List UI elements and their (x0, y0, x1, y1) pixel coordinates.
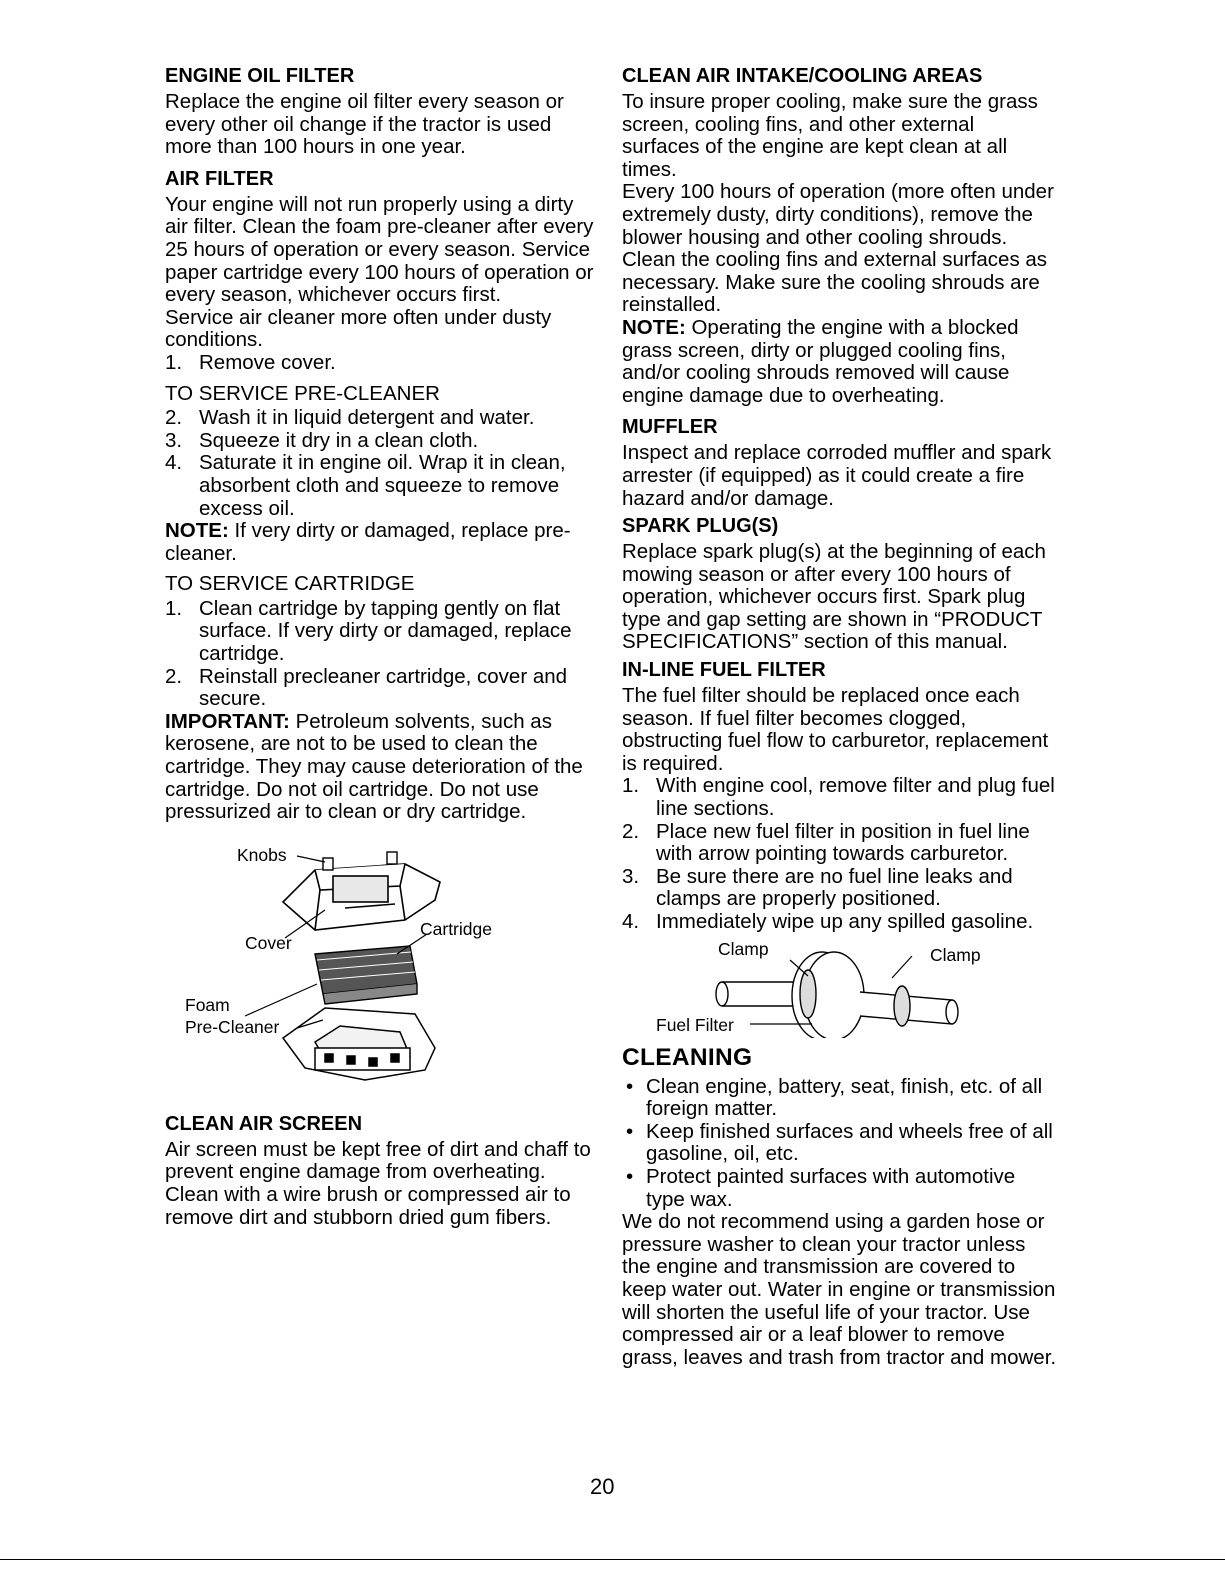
air-filter-dusty-text: Service air cleaner more often under dusty conditions. (165, 305, 552, 352)
note-label: NOTE: (165, 519, 229, 543)
list-item (622, 866, 1057, 911)
step-number: 3. (165, 428, 183, 452)
step-text: With engine cool, remove filter and plug fuel line sections. (656, 774, 1055, 821)
pre-cleaner-note (165, 520, 595, 565)
left-column (165, 64, 595, 1229)
important-text: Petroleum solvents, such as kerosene, are not to be used to clean the cartridge. They may cause deterioration of the cartridge. Do not oil cartridge. Do not use pressurized air to clean or dry cartridge. (165, 709, 583, 824)
step-number: 1. (622, 774, 640, 798)
list-item (622, 775, 1057, 820)
fuel-filter-heading: IN-LINE FUEL FILTER (622, 659, 826, 682)
bullet-icon: • (626, 1119, 634, 1143)
important-label: IMPORTANT: (165, 709, 290, 733)
bottom-divider (0, 1559, 1225, 1560)
remove-cover-step (165, 352, 595, 375)
fuel-filter-text: The fuel filter should be replaced once each season. If fuel filter becomes clogged, obstructing fuel flow to carburetor, replacement is required. (622, 684, 1049, 775)
spark-plug-text: Replace spark plug(s) at the beginning of each mowing season or after every 100 hours of operation, whichever occurs first. Spark plug type and gap setting are shown in “PRODUCT SPECIFICATIONS” section of this manual. (622, 540, 1046, 654)
step-number: 2. (165, 406, 183, 430)
list-item (165, 430, 595, 453)
step-text: Place new fuel filter in position in fuel line with arrow pointing towards carburetor. (656, 819, 1030, 866)
bullet-text: Clean engine, battery, seat, finish, etc. of all foreign matter. (646, 1074, 1043, 1121)
air-filter-illustration (165, 842, 595, 1104)
bullet-icon: • (626, 1164, 634, 1188)
pre-cleaner-label: Pre-Cleaner (185, 1016, 280, 1037)
foam-label: Foam (185, 994, 230, 1015)
cover-label: Cover (245, 932, 292, 953)
cartridge-label: Cartridge (420, 918, 492, 939)
note-label: NOTE: (622, 315, 686, 339)
clamp-left-label: Clamp (718, 938, 769, 959)
list-item (622, 1076, 1057, 1121)
fuel-filter-steps (622, 775, 1057, 933)
fuel-filter-label: Fuel Filter (656, 1014, 734, 1035)
step-text: Saturate it in engine oil. Wrap it in clean, absorbent cloth and squeeze to remove excess oil. (199, 451, 566, 520)
note-text: If very dirty or damaged, replace pre-cleaner. (165, 519, 571, 565)
cartridge-shape (315, 946, 417, 1004)
intake-text: To insure proper cooling, make sure the grass screen, cooling fins, and other external surfaces of the engine are kept clean at all times. (622, 90, 1038, 181)
list-item (165, 452, 595, 520)
intake-text-2: Every 100 hours of operation (more often under extremely dusty, dirty conditions), remove the blower housing and other cooling shrouds. Clean the cooling fins and external surfaces as necessary. Make sure the cooling shrouds are reinstalled. (622, 180, 1054, 317)
note-text: Operating the engine with a blocked grass screen, dirty or plugged cooling fins, and/or cooling shrouds removed will cause engine damage due to overheating. (622, 315, 1019, 407)
step-number: 4. (165, 451, 183, 475)
page-number: 20 (590, 1474, 615, 1499)
engine-oil-filter-text: Replace the engine oil filter every season or every other oil change if the tractor is used more than 100 hours in one year. (165, 90, 564, 159)
cleaning-heading: CLEANING (622, 1043, 753, 1071)
pre-cleaner-subheading: TO SERVICE PRE-CLEANER (165, 381, 440, 405)
pre-cleaner-steps (165, 407, 595, 520)
list-item (165, 352, 595, 375)
step-number: 1. (165, 596, 183, 620)
list-item (622, 821, 1057, 866)
muffler-text: Inspect and replace corroded muffler and spark arrester (if equipped) as it could create a fire hazard and/or damage. (622, 441, 1052, 510)
step-text: Reinstall precleaner cartridge, cover and secure. (199, 664, 568, 711)
list-item (622, 1121, 1057, 1166)
step-text: Remove cover. (199, 350, 336, 374)
fuel-filter-figure (622, 938, 1057, 1038)
cartridge-steps (165, 598, 595, 711)
list-item (622, 911, 1057, 934)
step-text: Wash it in liquid detergent and water. (199, 406, 535, 430)
step-number: 3. (622, 864, 640, 888)
air-filter-text: Your engine will not run properly using a dirty air filter. Clean the foam pre-cleaner after every 25 hours of operation or every season. Service paper cartridge every 100 hours of operation or every season, whichever occurs first. (165, 192, 594, 307)
list-item (165, 598, 595, 666)
bullet-text: Keep finished surfaces and wheels free of all gasoline, oil, etc. (646, 1119, 1053, 1166)
step-text: Clean cartridge by tapping gently on flat surface. If very dirty or damaged, replace cartridge. (199, 596, 572, 666)
important-note (165, 711, 595, 824)
cleaning-text: We do not recommend using a garden hose or pressure washer to clean your tractor unless the engine and transmission are covered to keep water out. Water in engine or transmission will shorten the useful life of your tractor. Use compressed air or a leaf blower to remove grass, leaves and trash from tractor and mower. (622, 1210, 1057, 1369)
step-number: 2. (165, 664, 183, 688)
list-item (165, 407, 595, 430)
clean-air-screen-text: Air screen must be kept free of dirt and chaff to prevent engine damage from overheating. Clean with a wire brush or compressed air to remove dirt and stubborn dried gum fibers. (165, 1137, 591, 1229)
list-item (165, 666, 595, 711)
air-filter-heading: AIR FILTER (165, 167, 274, 190)
cover-shape (283, 864, 440, 930)
list-item (622, 1166, 1057, 1211)
clean-air-screen-heading: CLEAN AIR SCREEN (165, 1112, 363, 1135)
engine-oil-filter-heading: ENGINE OIL FILTER (165, 65, 355, 87)
air-filter-figure (165, 842, 595, 1104)
knobs-label: Knobs (237, 844, 287, 865)
muffler-heading: MUFFLER (622, 416, 718, 439)
step-number: 2. (622, 819, 640, 843)
intake-note (622, 317, 1057, 407)
bullet-icon: • (626, 1074, 634, 1098)
pre-cleaner-shape (283, 1008, 435, 1080)
step-text: Immediately wipe up any spilled gasoline. (656, 910, 1034, 933)
cartridge-subheading: TO SERVICE CARTRIDGE (165, 572, 415, 596)
cleaning-bullets (622, 1076, 1057, 1212)
step-number: 1. (165, 350, 183, 374)
spark-plug-heading: SPARK PLUG(S) (622, 515, 779, 538)
step-number: 4. (622, 910, 640, 933)
intake-heading: CLEAN AIR INTAKE/COOLING AREAS (622, 65, 983, 87)
bullet-text: Protect painted surfaces with automotive type wax. (646, 1164, 1016, 1211)
clamp-right-label: Clamp (930, 944, 981, 965)
step-text: Be sure there are no fuel line leaks and clamps are properly positioned. (656, 864, 1013, 911)
right-column (622, 64, 1057, 1369)
step-text: Squeeze it dry in a clean cloth. (199, 428, 479, 452)
